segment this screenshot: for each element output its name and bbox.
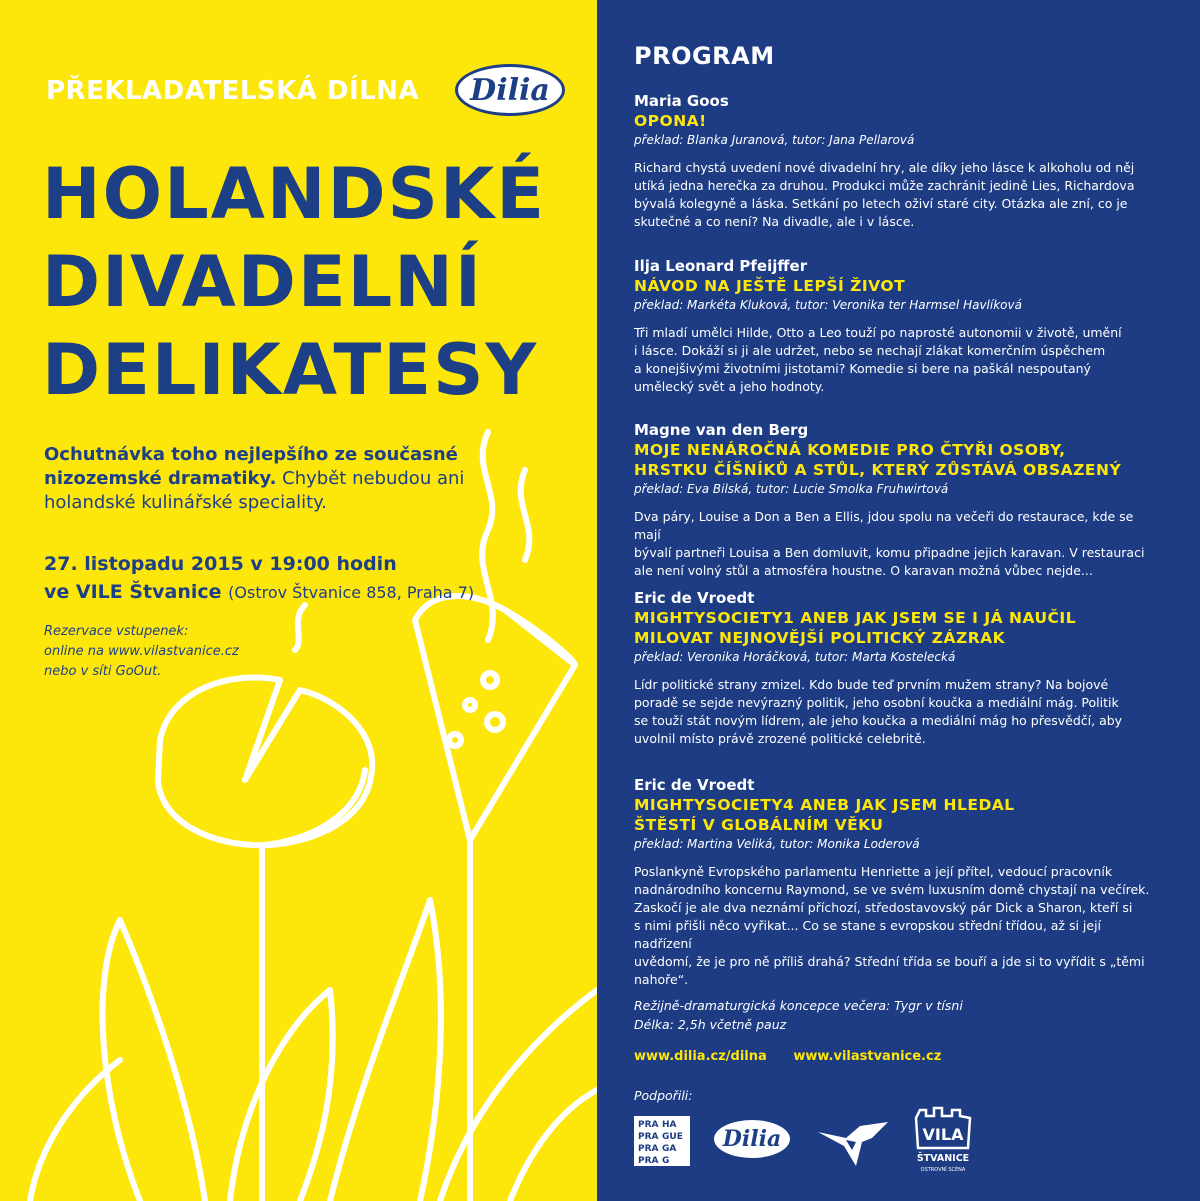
desc-line: umělecký svět a jeho hodnoty. [634, 379, 825, 394]
play-author: Eric de Vroedt [634, 589, 755, 607]
leaf-mid [330, 900, 441, 1201]
play-1 [634, 91, 1154, 231]
play-credit: překlad: Markéta Kluková, tutor: Veronika ter Harmsel Havlíková [634, 298, 1022, 312]
praha-logo-text: GUE [662, 1132, 683, 1142]
desc-line: utíká jedna herečka za druhou. Produkci může zachránit jedině Lies, Richardova [634, 178, 1135, 193]
desc-line: s nimi přišli něco vyřikat... Co se stane s evropskou střední třídou, až si její nadřízení [634, 918, 1102, 951]
desc-line: Poslankyně Evropského parlamentu Henriette a její přítel, vedoucí pracovník [634, 864, 1113, 879]
praha-logo-text: PRA [638, 1156, 659, 1166]
reservation-line-3: nebo v síti GoOut. [44, 664, 162, 679]
play-2 [634, 256, 1154, 396]
workshop-label: PŘEKLADATELSKÁ DÍLNA [46, 76, 420, 106]
intro-bold: Ochutnávka toho nejlepšího ze současné nizozemské dramatiky. [44, 444, 458, 489]
play-title-line-1: MIGHTYSOCIETY1 ANEB JAK JSEM SE I JÁ NAUČIL [634, 609, 1077, 627]
cheese-wedge [415, 596, 575, 840]
desc-line: Zaskočí je ale dva neznámí příchozí, středostavovský pár Dick a Sharon, kteří si [634, 900, 1133, 915]
vila-small: OSTROVNÍ SCÉNA [920, 1167, 966, 1173]
play-author: Maria Goos [634, 92, 729, 110]
title-line-2: DIVADELNÍ [42, 241, 483, 323]
event-info [44, 550, 474, 607]
desc-line: uvědomí, že je pro ně příliš drahá? Střední třída se bouří a jde si to vyřídit s „těmi [634, 954, 1145, 969]
vila-sub: ŠTVANICE [916, 1153, 970, 1164]
leaf-center [230, 990, 333, 1201]
play-3 [634, 420, 1154, 580]
play-description [634, 324, 1154, 396]
desc-line: Richard chystá uvedení nové divadelní hry, ale díky jeho lásce k alkoholu od něj [634, 160, 1135, 175]
play-credit: překlad: Eva Bilská, tutor: Lucie Smolka Fruhwirtová [634, 482, 949, 496]
desc-line: Dva páry, Louise a Don a Ben a Ellis, jdou spolu na večeři do restaurace, kde se mají [634, 509, 1134, 542]
desc-line: poradě se sejde nevýrazný politik, jeho osobní koučka a mediální mág. Politik [634, 695, 1119, 710]
play-author: Magne van den Berg [634, 421, 809, 439]
desc-line: se touží stát novým lídrem, ale jeho koučka a mediální mág ho přesvědčí, aby [634, 713, 1123, 728]
main-title [42, 150, 546, 414]
evening-concept [634, 996, 963, 1034]
play-title-line-2: MILOVAT NEJNOVĚJŠÍ POLITICKÝ ZÁZRAK [634, 629, 1006, 647]
play-credit: překlad: Blanka Juranová, tutor: Jana Pellarová [634, 133, 915, 147]
play-credit: překlad: Martina Veliká, tutor: Monika Loderová [634, 837, 920, 851]
steam-line-3 [295, 605, 305, 650]
desc-line: bývalí partneři Louisa a Ben domluvit, komu připadne jejich karavan. V restauraci [634, 545, 1145, 560]
vila-link[interactable]: www.vilastvanice.cz [793, 1049, 942, 1064]
desc-line: nadnárodního koncernu Raymond, se ve svém luxusním domě chystají na večírek. [634, 882, 1150, 897]
play-title: OPONA! [634, 112, 707, 130]
reservation-line-2[interactable]: online na www.vilastvanice.cz [44, 644, 239, 659]
play-title-line-1: MOJE NENÁROČNÁ KOMEDIE PRO ČTYŘI OSOBY, [634, 441, 1066, 459]
praha-logo-text: PRA [638, 1144, 659, 1154]
desc-line: Lídr politické strany zmizel. Kdo bude teď prvním mužem strany? Na bojové [634, 677, 1109, 692]
dilia-logo: Dilia [455, 64, 565, 116]
reservation-info [44, 622, 239, 682]
play-author: Ilja Leonard Pfeijffer [634, 257, 808, 275]
play-title-line-1: MIGHTYSOCIETY4 ANEB JAK JSEM HLEDAL [634, 796, 1015, 814]
concept-line-2: Délka: 2,5h včetně pauz [634, 1017, 787, 1032]
right-panel [597, 0, 1200, 1201]
concept-line-1: Režijně-dramaturgická koncepce večera: Tygr v tísni [634, 998, 963, 1013]
desc-line: nahoře“. [634, 972, 689, 987]
sponsors-label: Podpořili: [634, 1088, 693, 1103]
praha-logo-text: G [662, 1156, 670, 1166]
leaf-right [440, 990, 597, 1201]
play-4 [634, 588, 1154, 748]
desc-line: skutečné a co není? Na divadle, ale i v lásce. [634, 214, 915, 229]
title-line-1: HOLANDSKÉ [42, 153, 547, 235]
play-description [634, 159, 1154, 231]
intro-rest: Chybět nebudou ani holandské kulinářské speciality. [44, 468, 465, 513]
play-5 [634, 775, 1154, 989]
praha-logo [634, 1116, 690, 1166]
praha-logo-text: HA [662, 1120, 677, 1130]
desc-line: i lásce. Dokáží si ji ale udržet, nebo se nechají zlákat komerčním úspěchem [634, 343, 1106, 358]
play-author: Eric de Vroedt [634, 776, 755, 794]
reservation-line-1: Rezervace vstupenek: [44, 624, 189, 639]
intro-text [44, 443, 514, 515]
left-panel [0, 0, 597, 1201]
play-title-line-2: ŠTĚSTÍ V GLOBÁLNÍM VĚKU [634, 816, 884, 834]
vila-name: VILA [922, 1125, 964, 1144]
dilia-sponsor-logo: Dilia [712, 1118, 792, 1160]
play-description [634, 676, 1154, 748]
praha-logo-text: PRA [638, 1132, 659, 1142]
desc-line: bývalá kolegyně a láska. Setkání po letech oživí staré city. Otázka ale zní, co je [634, 196, 1128, 211]
desc-line: ale není volný stůl a atmosféra houstne. O karavan možná vůbec nejde... [634, 563, 1093, 578]
play-description [634, 863, 1154, 989]
theatre-bird-logo [816, 1120, 890, 1170]
title-line-3: DELIKATESY [42, 329, 539, 411]
vila-stvanice-logo [912, 1104, 974, 1176]
event-date: 27. listopadu 2015 v 19:00 hodin [44, 553, 397, 575]
play-description [634, 508, 1154, 580]
event-address: (Ostrov Štvanice 858, Praha 7) [228, 583, 475, 602]
desc-line: uvolnil místo právě zrozené politické celebritě. [634, 731, 926, 746]
dilia-link[interactable]: www.dilia.cz/dilna [634, 1049, 767, 1064]
praha-logo-text: PRA [638, 1120, 659, 1130]
play-title: NÁVOD NA JEŠTĚ LEPŠÍ ŽIVOT [634, 277, 906, 295]
play-title-line-2: HRSTKU ČÍŠNÍKŮ A STŮL, KTERÝ ZŮSTÁVÁ OBSAZENÝ [634, 461, 1122, 479]
steam-line-2 [521, 470, 530, 560]
program-heading: PROGRAM [634, 42, 775, 70]
desc-line: a konejšivými životními jistotami? Komedie si bere na paškál nespoutaný [634, 361, 1091, 376]
cheese-wheel [158, 678, 372, 846]
praha-logo-text: GA [662, 1144, 677, 1154]
web-links [634, 1049, 963, 1064]
desc-line: Tři mladí umělci Hilde, Otto a Leo touží po naprosté autonomii v životě, umění [634, 325, 1122, 340]
event-venue: ve VILE Štvanice [44, 581, 222, 603]
play-credit: překlad: Veronika Horáčková, tutor: Marta Kostelecká [634, 650, 956, 664]
